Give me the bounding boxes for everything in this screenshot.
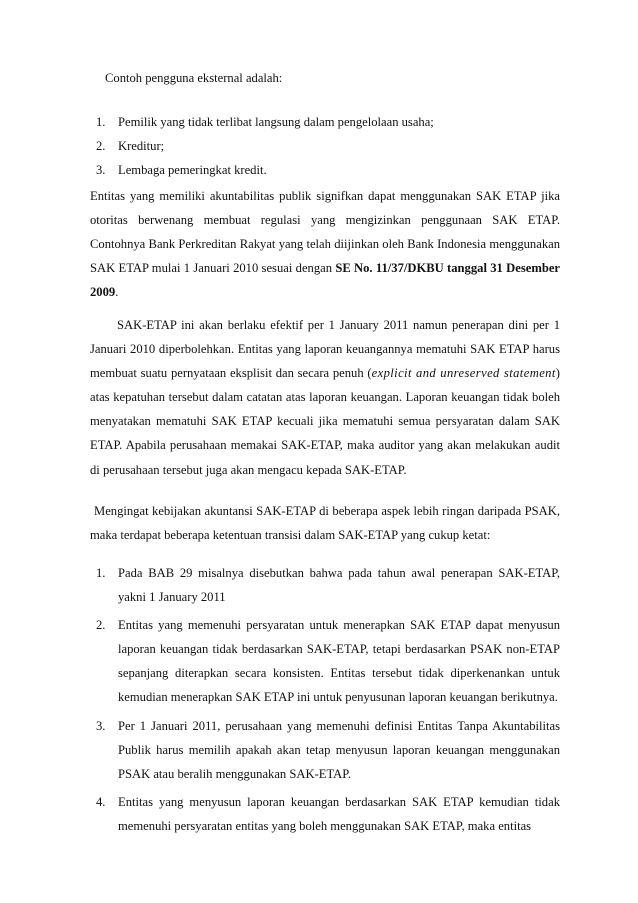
paragraph-text: Mengingat kebijakan akuntansi SAK-ETAP di beberapa aspek lebih ringan daripada PSAK, maka terdapat beberapa ketentuan transisi dalam SAK-ETAP yang cukup ketat: xyxy=(90,504,560,543)
paragraph-public-accountability xyxy=(90,184,560,304)
list-number: 3. xyxy=(96,163,106,178)
list-item-text: Kreditur; xyxy=(118,139,165,154)
list-item-text: Per 1 Januari 2011, perusahaan yang memenuhi definisi Entitas Tanpa Akuntabilitas Publik harus memilih apakah akan tetap menyusun laporan keuangan menggunakan PSAK atau beralih menggunakan SAK-ETAP. xyxy=(118,718,560,781)
list-item xyxy=(90,110,560,134)
list-number: 1. xyxy=(96,115,106,129)
list-item-text: Entitas yang memenuhi persyaratan untuk menerapkan SAK ETAP dapat menyusun laporan keuangan tidak berdasarkan SAK-ETAP, tetapi berdasarkan PSAK non-ETAP sepanjang diterapkan secara konsisten. Entitas tersebut tidak diperkenankan untuk kemudian menerapkan SAK ETAP ini untuk penyusunan laporan keuangan berikutnya. xyxy=(118,618,560,705)
list-item xyxy=(90,714,560,786)
list-number: 4. xyxy=(96,794,106,809)
list-number: 2. xyxy=(96,618,106,633)
list-item xyxy=(90,613,560,709)
list-number: 1. xyxy=(96,566,106,580)
transition-rules-list xyxy=(90,561,560,842)
intro-text: Contoh pengguna eksternal adalah: xyxy=(105,71,283,85)
list-item xyxy=(90,158,560,182)
paragraph-effective-date xyxy=(90,313,560,482)
list-item xyxy=(90,134,560,158)
regulation-reference: SE No. 11/37/DKBU tanggal 31 Desember 2009 xyxy=(90,261,560,300)
list-item-text: Pemilik yang tidak terlibat langsung dalam pengelolaan usaha; xyxy=(118,115,434,129)
paragraph-text: ) atas kepatuhan tersebut dalam catatan atas laporan keuangan. Laporan keuangan tidak boleh menyatakan mematuhi SAK ETAP kecuali jika mematuhi semua persyaratan dalam SAK ETAP. Apabila perusahaan memakai SAK-ETAP, maka auditor yang akan melakukan audit di perusahaan tersebut juga akan mengacu kepada SAK-ETAP. xyxy=(90,366,560,477)
paragraph-text: Entitas yang memiliki akuntabilitas publik signifkan dapat menggunakan SAK ETAP jika otoritas berwenang membuat regulasi yang mengizinkan penggunaan SAK ETAP. Contohnya Bank Perkreditan Rakyat yang telah diijinkan oleh Bank Indonesia menggunakan SAK ETAP mulai 1 Januari 2010 sesuai dengan xyxy=(90,189,560,276)
list-number: 2. xyxy=(96,139,106,154)
list-number: 3. xyxy=(96,718,106,733)
list-item-text: Pada BAB 29 misalnya disebutkan bahwa pada tahun awal penerapan SAK-ETAP, yakni 1 January 2011 xyxy=(118,566,560,605)
paragraph-text: . xyxy=(115,285,119,300)
paragraph-text: SAK-ETAP ini akan berlaku efektif per 1 January 2011 namun penerapan dini per 1 Januari 2010 diperbolehkan. Entitas yang laporan keuangannya mematuhi SAK ETAP harus membuat suatu pernyataan eksplisit dan secara penuh ( xyxy=(90,318,560,381)
external-users-list xyxy=(90,110,560,182)
list-item xyxy=(90,790,560,838)
list-item-text: Entitas yang menyusun laporan keuangan berdasarkan SAK ETAP kemudian tidak memenuhi persyaratan entitas yang boleh menggunakan SAK ETAP, maka entitas xyxy=(118,794,560,833)
list-item xyxy=(90,561,560,609)
paragraph-transition xyxy=(90,499,560,547)
list-item-text: Lembaga pemeringkat kredit. xyxy=(118,163,267,178)
italic-term: explicit and unreserved statement xyxy=(371,366,556,381)
